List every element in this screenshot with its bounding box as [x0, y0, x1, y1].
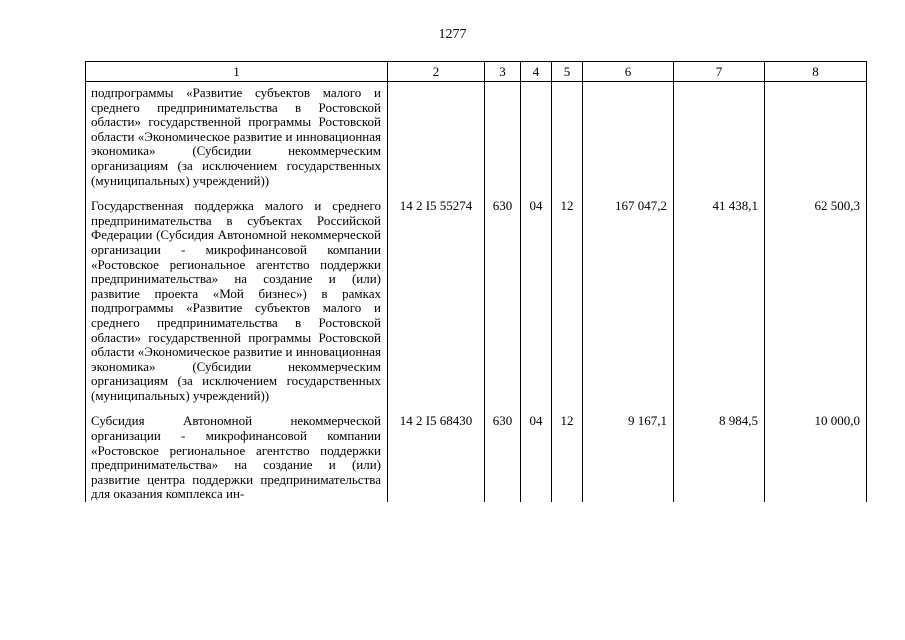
- row-col8: [765, 82, 867, 189]
- row-col4: [521, 82, 552, 189]
- row-col5: [552, 82, 583, 189]
- row-col5: 12: [552, 403, 583, 502]
- row-col5: 12: [552, 188, 583, 403]
- row-col7: 41 438,1: [674, 188, 765, 403]
- row-col8: 10 000,0: [765, 403, 867, 502]
- column-header-2: 2: [388, 62, 485, 82]
- column-header-6: 6: [583, 62, 674, 82]
- row-description: подпрограммы «Развитие субъектов малого и среднего предпринимательства в Ростовской области» государственной программы Ростовской области «Экономическое развитие и инновационная экономика» (Субсидии некоммерческим организациям (за исключением государственных (муниципальных) учреждений)): [86, 82, 388, 189]
- column-header-4: 4: [521, 62, 552, 82]
- budget-table: [85, 61, 867, 502]
- row-description: Государственная поддержка малого и среднего предпринимательства в субъектах Российской Федерации (Субсидия Автономной некоммерческой организации - микрофинансовой компании «Ростовское региональное агентство поддержки предпринимательства» на создание и (или) развитие проекта «Мой бизнес») в рамках подпрограммы «Развитие субъектов малого и среднего предпринимательства в Ростовской области» государственной программы Ростовской области «Экономическое развитие и инновационная экономика» (Субсидии некоммерческим организациям (за исключением государственных (муниципальных) учреждений)): [86, 188, 388, 403]
- row-col4: 04: [521, 403, 552, 502]
- row-col6: [583, 82, 674, 189]
- row-description: Субсидия Автономной некоммерческой организации - микрофинансовой компании «Ростовское региональное агентство поддержки предпринимательства» на создание и (или) развитие центра поддержки предпринимательства для оказания комплекса ин-: [86, 403, 388, 502]
- page-number: 1277: [438, 27, 467, 42]
- column-header-7: 7: [674, 62, 765, 82]
- row-col3: [485, 82, 521, 189]
- column-header-8: 8: [765, 62, 867, 82]
- row-code: [388, 82, 485, 189]
- row-col3: 630: [485, 403, 521, 502]
- row-col3: 630: [485, 188, 521, 403]
- column-header-5: 5: [552, 62, 583, 82]
- row-col7: [674, 82, 765, 189]
- row-col7: 8 984,5: [674, 403, 765, 502]
- row-code: 14 2 I5 55274: [388, 188, 485, 403]
- table-row: [86, 82, 867, 189]
- table-row: [86, 403, 867, 502]
- row-code: 14 2 I5 68430: [388, 403, 485, 502]
- header-row: [86, 62, 867, 82]
- table-row: [86, 188, 867, 403]
- row-col4: 04: [521, 188, 552, 403]
- row-col8: 62 500,3: [765, 188, 867, 403]
- row-col6: 167 047,2: [583, 188, 674, 403]
- column-header-1: 1: [86, 62, 388, 82]
- row-col6: 9 167,1: [583, 403, 674, 502]
- column-header-3: 3: [485, 62, 521, 82]
